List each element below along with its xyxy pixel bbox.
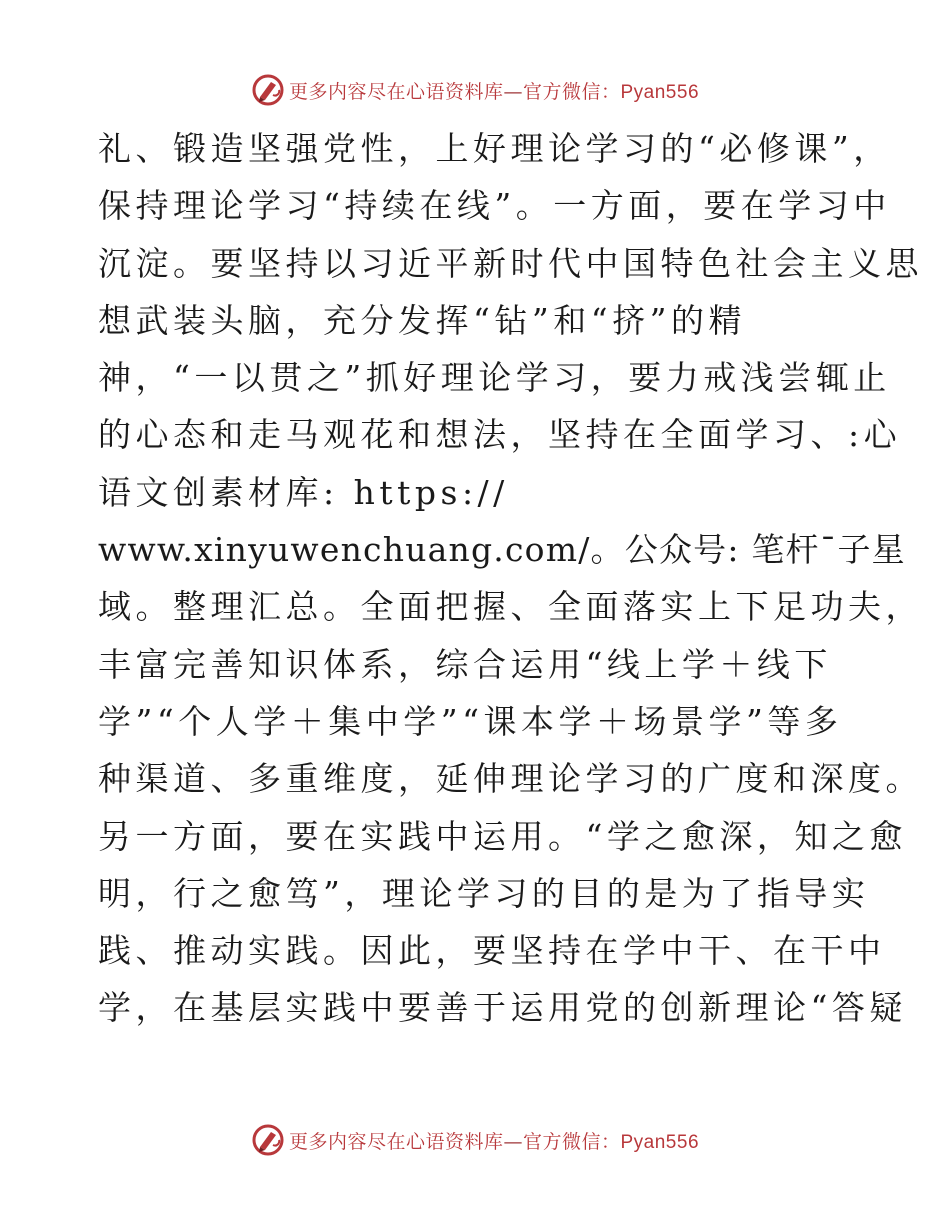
body-line: 践、推动实践。因此，要坚持在学中干、在干中 — [98, 931, 886, 971]
body-line: 的心态和走马观花和想法，坚持在全面学习、:心 — [98, 415, 902, 455]
body-line: 礼、锻造坚强党性，上好理论学习的“必修课”， — [98, 129, 891, 168]
body-line: 另一方面，要在实践中运用。“学之愈深，知之愈 — [98, 816, 907, 856]
footer-banner-text — [289, 1127, 699, 1154]
document-body — [98, 120, 923, 1037]
pen-circle-logo-icon — [251, 1123, 285, 1157]
body-line: 明，行之愈笃”，理论学习的目的是为了指导实 — [98, 873, 870, 913]
body-line: 学，在基层实践中要善于运用党的创新理论“答疑 — [98, 988, 907, 1028]
header-banner-wechat-handle: Pyan556 — [620, 81, 700, 103]
body-line-url: www.xinyuwenchuang.com/。公众号: 笔杆¯子星 — [98, 530, 906, 570]
footer-banner-wechat-handle: Pyan556 — [620, 1131, 700, 1153]
footer-banner — [0, 1120, 950, 1160]
footer-banner-wechat-label: 官方微信： — [522, 1130, 621, 1153]
footer-banner-separator: — — [503, 1130, 523, 1153]
header-banner-wechat-label: 官方微信： — [522, 80, 621, 103]
body-line: 沉淀。要坚持以习近平新时代中国特色社会主义思 — [98, 243, 923, 283]
pen-circle-logo-icon — [251, 73, 285, 107]
body-line: 保持理论学习“持续在线”。一方面，要在学习中 — [98, 186, 891, 226]
header-banner-text — [289, 77, 699, 104]
body-line: 想武装头脑，充分发挥“钻”和“挤”的精 — [98, 300, 746, 340]
body-line: 域。整理汇总。全面把握、全面落实上下足功夫， — [98, 587, 923, 627]
body-line: 学”“个人学＋集中学”“课本学＋场景学”等多 — [98, 701, 843, 741]
body-line: 丰富完善知识体系，综合运用“线上学＋线下 — [98, 644, 832, 684]
body-line: 语文创素材库: https:// — [98, 472, 509, 512]
header-banner — [0, 70, 950, 110]
body-line: 神，“一以贯之”抓好理论学习，要力戒浅尝辄止 — [98, 358, 891, 398]
header-banner-separator: — — [503, 80, 523, 103]
body-line: 种渠道、多重维度，延伸理论学习的广度和深度。 — [98, 759, 923, 799]
footer-banner-main: 更多内容尽在心语资料库 — [288, 1130, 504, 1153]
header-banner-main: 更多内容尽在心语资料库 — [288, 80, 504, 103]
